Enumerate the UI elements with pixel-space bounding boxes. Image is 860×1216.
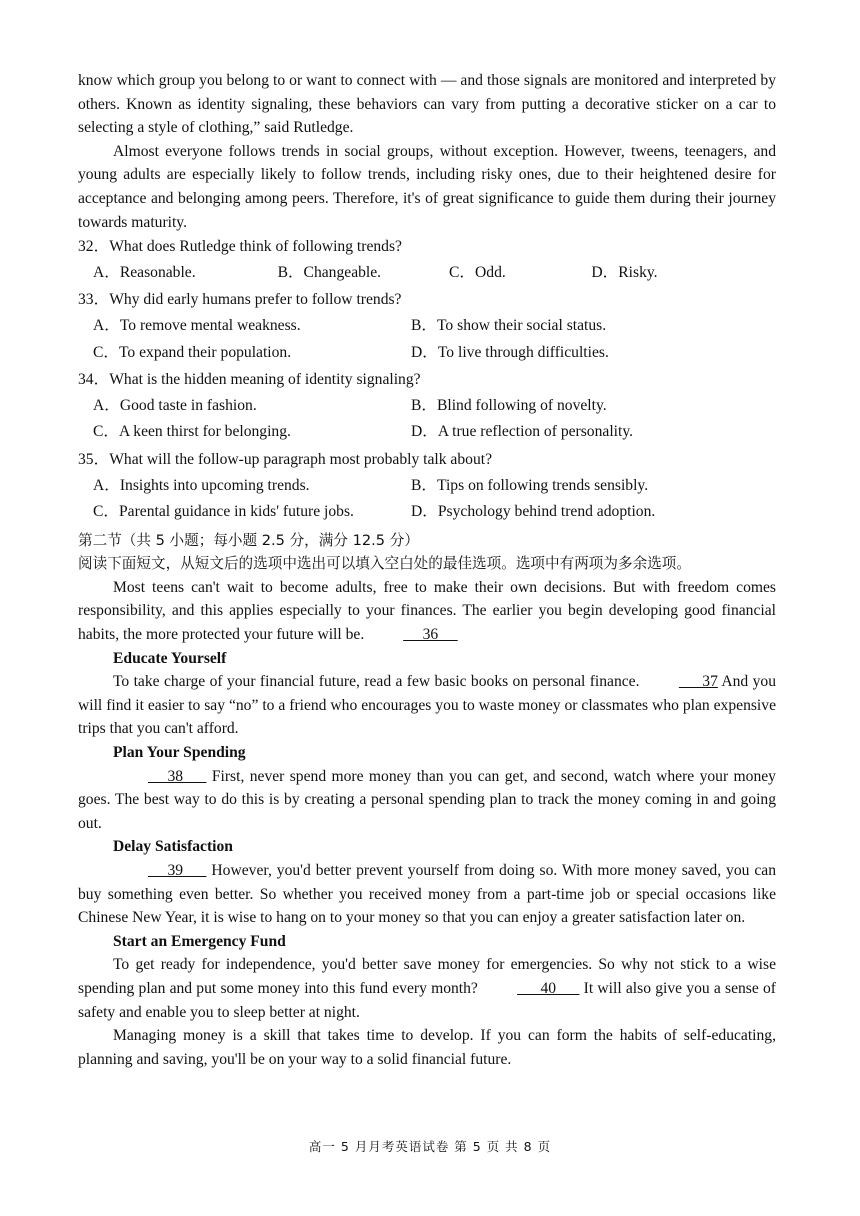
option-d: D．Psychology behind trend adoption. <box>411 503 656 521</box>
intro-text: Most teens can't wait to become adults, free to make their own decisions. But with freedom comes responsibility, and this applies especially to your finances. The earlier you begin developing good financial habits, the more protected your future will be. <box>78 578 776 644</box>
option-b: B．Changeable. <box>277 263 382 281</box>
question-32 <box>78 234 776 287</box>
question-stem: 33．Why did early humans prefer to follow trends? <box>78 291 402 309</box>
question-35 <box>78 447 776 527</box>
conclusion-paragraph: Managing money is a skill that takes time to develop. If you can form the habits of self-educating, planning and saving, you'll be on your way to a solid financial future. <box>78 1027 776 1068</box>
options-row <box>78 474 776 501</box>
option-b: B．Tips on following trends sensibly. <box>411 476 649 494</box>
blank-37: 37 <box>678 673 718 691</box>
blank-40: 40 <box>517 979 580 997</box>
blank-36: 36 <box>403 626 458 644</box>
page-content <box>78 69 776 1071</box>
option-a: A．To remove mental weakness. <box>93 316 301 334</box>
question-33 <box>78 287 776 367</box>
options-row <box>78 394 776 421</box>
option-a: A．Insights into upcoming trends. <box>93 476 310 494</box>
subheading-educate: Educate Yourself <box>113 649 227 667</box>
subheading-emergency: Start an Emergency Fund <box>113 932 286 950</box>
option-a: A．Good taste in fashion. <box>93 396 257 414</box>
question-stem: 32．What does Rutledge think of following trends? <box>78 238 402 256</box>
question-34 <box>78 367 776 447</box>
option-c: C．To expand their population. <box>93 343 292 361</box>
option-c: C．Odd. <box>449 263 506 281</box>
option-d: D．A true reflection of personality. <box>411 423 633 441</box>
educate-text-continued: And you will find it easier to say “no” to a friend who encourages you to waste money or classmates who plan expensive trips that you can't afford. <box>78 673 776 738</box>
subheading-delay: Delay Satisfaction <box>113 838 233 856</box>
option-b: B．Blind following of novelty. <box>411 396 607 414</box>
passage-paragraph: Almost everyone follows trends in social groups, without exception. However, tweens, teenagers, and young adults are especially likely to follow trends, including risky ones, due to their heightened desire for acceptance and belonging among peers. Therefore, it's of great significance to guide them during their journey towards maturity. <box>78 142 776 231</box>
option-d: D．Risky. <box>591 263 658 281</box>
plan-text: First, never spend more money than you can get, and second, watch where your money goes. The best way to do this is by creating a personal spending plan to track the money coming in and going out. <box>78 767 776 832</box>
option-c: C．Parental guidance in kids' future jobs. <box>93 503 354 521</box>
question-stem: 35．What will the follow-up paragraph most probably talk about? <box>78 450 492 468</box>
plan-paragraph <box>78 765 776 836</box>
options-row <box>78 261 776 288</box>
option-b: B．To show their social status. <box>411 316 607 334</box>
options-row <box>78 341 776 368</box>
educate-text: To take charge of your financial future, read a few basic books on personal finance. <box>113 673 640 691</box>
blank-38: 38 <box>148 767 207 785</box>
section-header: 第二节（共 5 小题；每小题 2.5 分，满分 12.5 分） <box>78 531 419 549</box>
question-stem: 34．What is the hidden meaning of identity signaling? <box>78 371 421 389</box>
blank-39: 39 <box>148 862 207 879</box>
options-row <box>78 420 776 447</box>
options-row <box>78 314 776 341</box>
emergency-text-continued: It will also give you a sense of safety and enable you to sleep better at night. <box>78 979 776 1021</box>
option-a: A．Reasonable. <box>93 263 196 281</box>
options-row <box>78 500 776 527</box>
page-footer: 高一 5 月月考英语试卷 第 5 页 共 8 页 <box>308 1139 552 1154</box>
intro-paragraph <box>78 576 776 647</box>
option-d: D．To live through difficulties. <box>411 343 609 361</box>
emergency-paragraph <box>78 953 776 1024</box>
delay-text: However, you'd better prevent yourself from doing so. With more money saved, you can buy something even better. So whether you received money from a part-time job or special occasions like Chinese New Year, it is wise to hang on to your money so that you can enjoy a greater satisfaction later on. <box>78 862 776 927</box>
delay-paragraph <box>78 859 776 930</box>
option-c: C．A keen thirst for belonging. <box>93 423 291 441</box>
section-instruction: 阅读下面短文，从短文后的选项中选出可以填入空白处的最佳选项。选项中有两项为多余选项。 <box>78 555 691 573</box>
emergency-text: To get ready for independence, you'd better save money for emergencies. So why not stick to a wise spending plan and put some money into this fund every month? <box>78 956 776 997</box>
subheading-plan: Plan Your Spending <box>113 744 246 762</box>
passage-paragraph: know which group you belong to or want to connect with — and those signals are monitored and interpreted by others. Known as identity signaling, these behaviors can vary from putting a decorative sticker on a car to selecting a style of clothing,” said Rutledge. <box>78 72 776 137</box>
educate-paragraph <box>78 670 776 741</box>
